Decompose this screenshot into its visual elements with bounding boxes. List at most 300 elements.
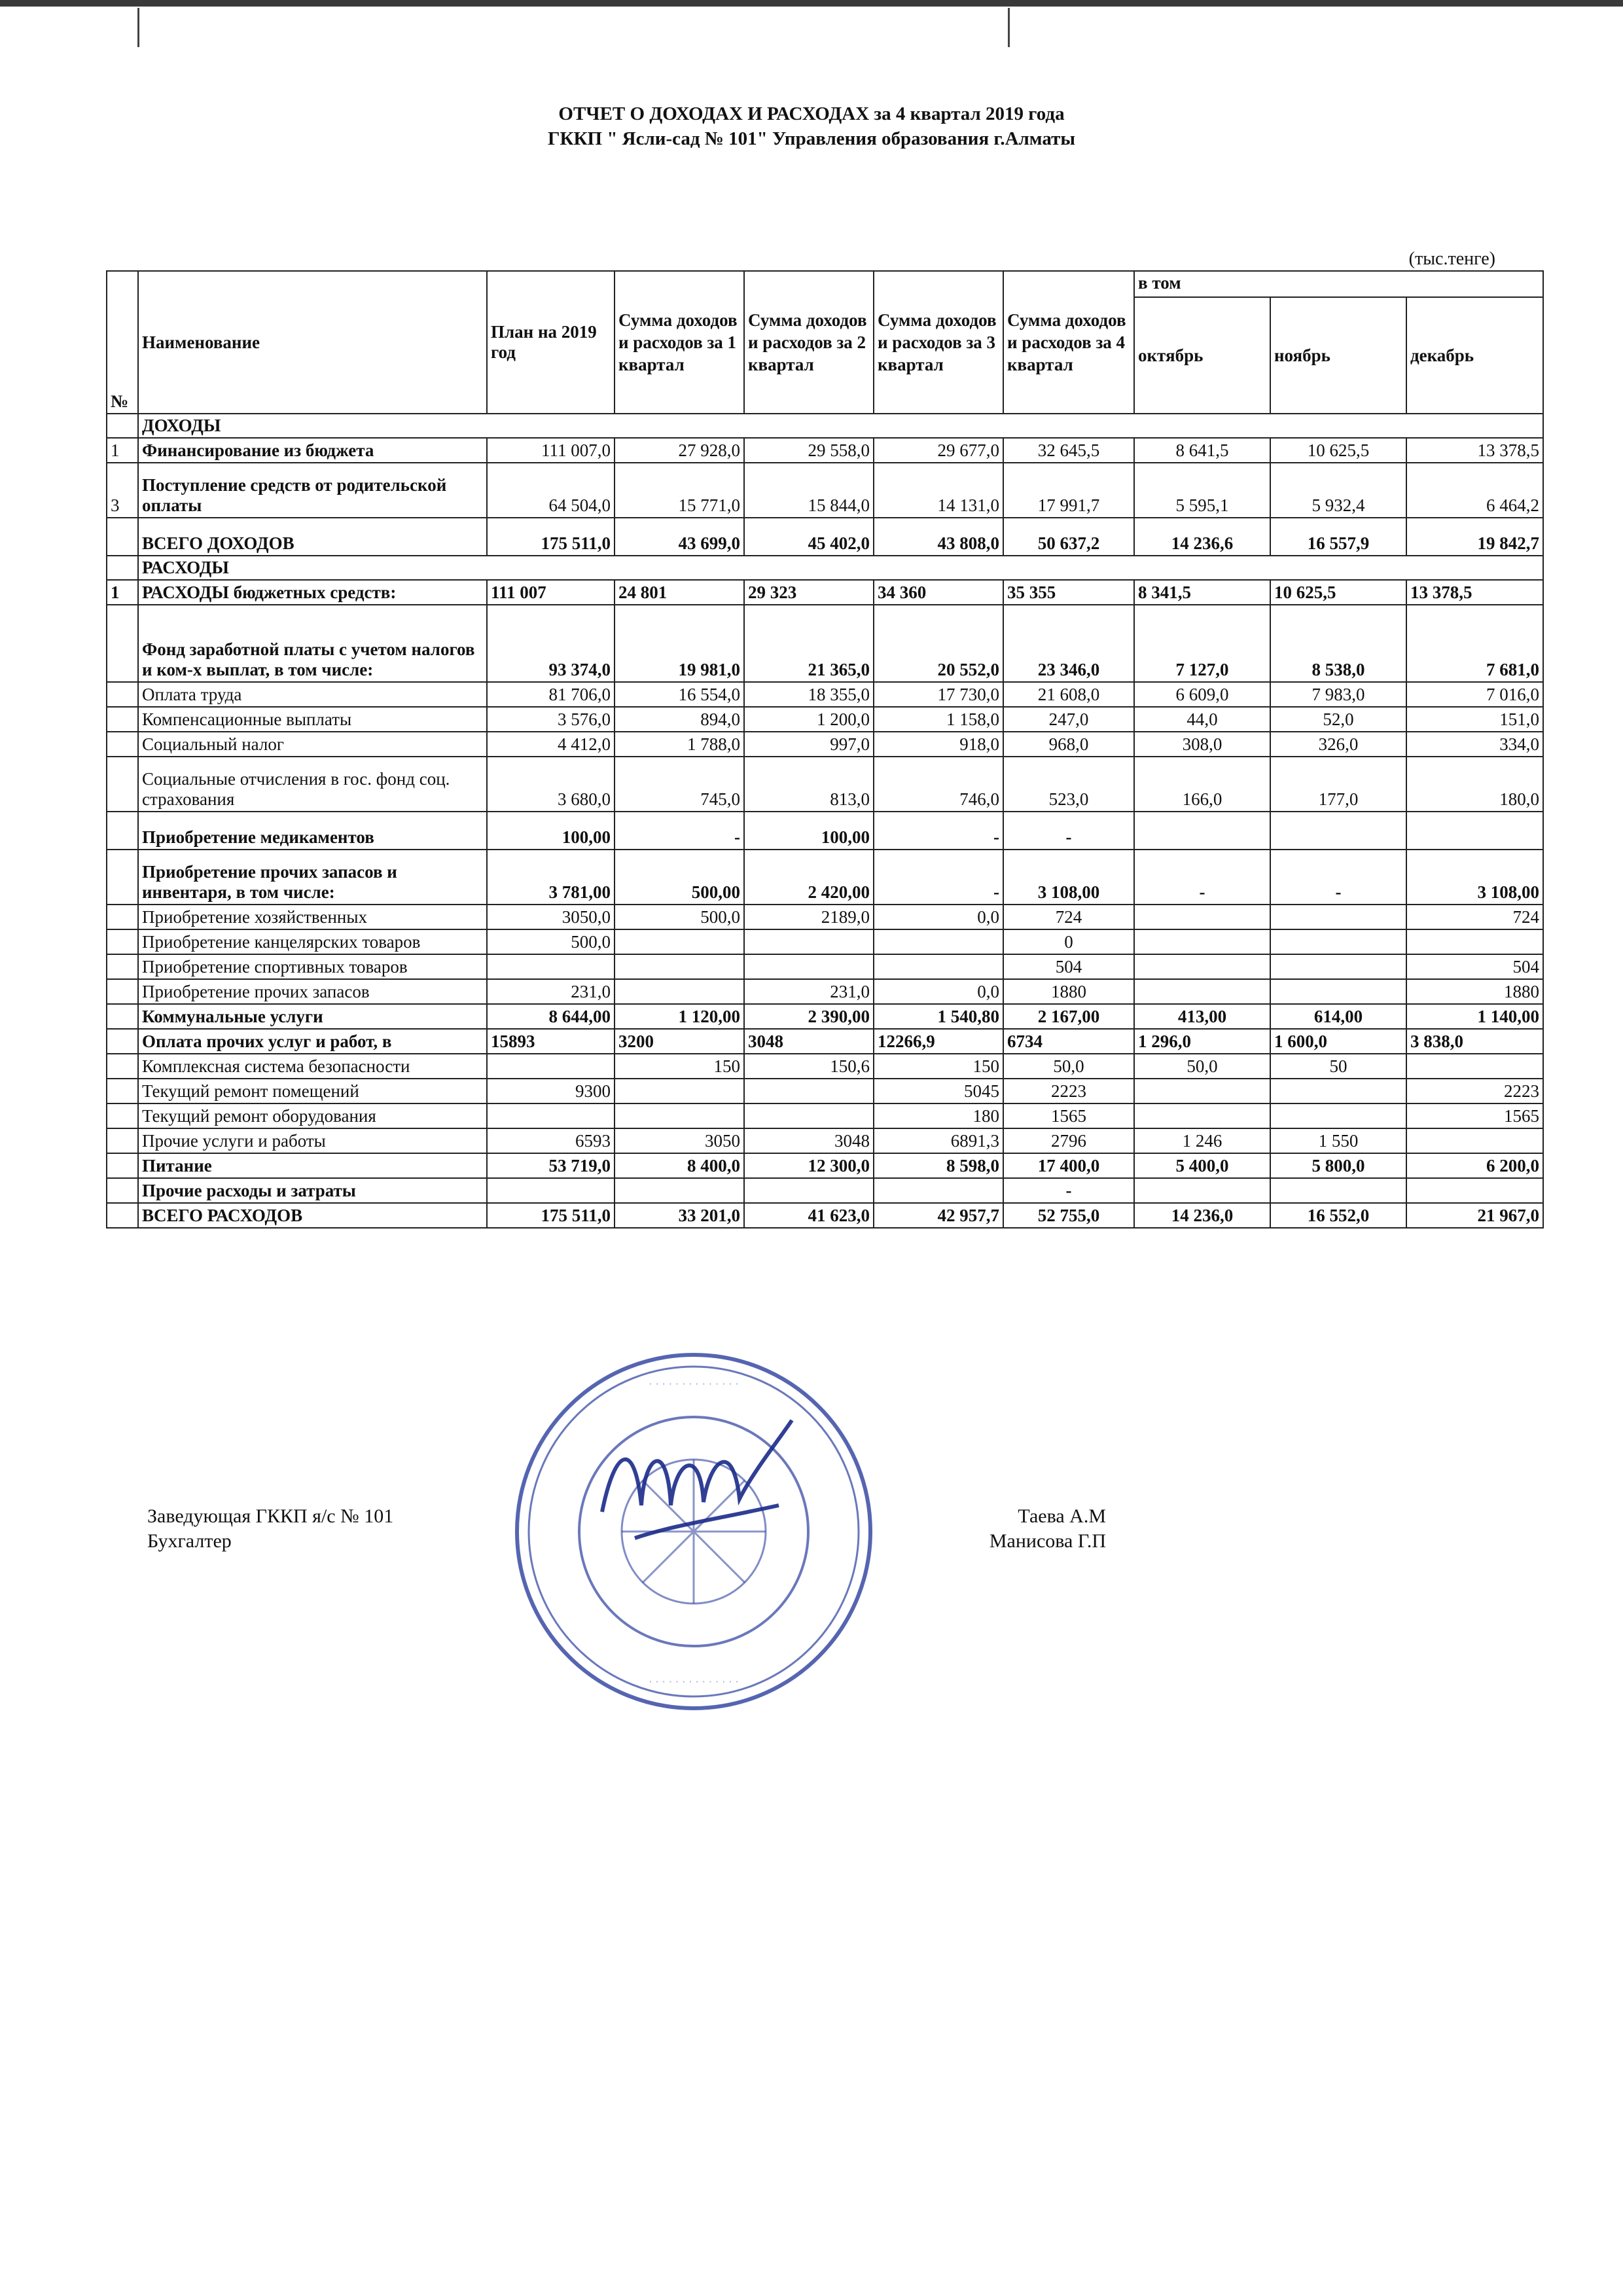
- cell-plan: 175 511,0: [487, 518, 615, 556]
- cell-q3: 150: [874, 1054, 1003, 1079]
- row-num: [107, 556, 138, 580]
- cell-nov: 52,0: [1270, 707, 1406, 732]
- cell-q1: 1 120,00: [615, 1004, 744, 1029]
- row-name: Прочие услуги и работы: [138, 1128, 487, 1153]
- table-row: [107, 757, 1543, 812]
- cell-nov: 326,0: [1270, 732, 1406, 757]
- cell-plan: [487, 1178, 615, 1203]
- table-row: [107, 1178, 1543, 1203]
- cell-oct: -: [1134, 850, 1270, 905]
- cell-nov: -: [1270, 850, 1406, 905]
- cell-plan: [487, 1103, 615, 1128]
- cell-oct: [1134, 954, 1270, 979]
- cell-dec: [1406, 1054, 1543, 1079]
- table-row: [107, 812, 1543, 850]
- cell-nov: [1270, 929, 1406, 954]
- cell-oct: [1134, 979, 1270, 1004]
- cell-nov: 16 557,9: [1270, 518, 1406, 556]
- cell-q2: [744, 929, 874, 954]
- official-stamp: [504, 1342, 883, 1721]
- row-num: [107, 1128, 138, 1153]
- cell-oct: [1134, 1178, 1270, 1203]
- cell-dec: 1880: [1406, 979, 1543, 1004]
- row-num: [107, 1079, 138, 1103]
- table-row: [107, 1203, 1543, 1228]
- cell-q1: -: [615, 812, 744, 850]
- cell-nov: [1270, 1103, 1406, 1128]
- row-num: [107, 850, 138, 905]
- cell-q1: [615, 954, 744, 979]
- cell-plan: 175 511,0: [487, 1203, 615, 1228]
- cell-q1: 745,0: [615, 757, 744, 812]
- cell-dec: 2223: [1406, 1079, 1543, 1103]
- cell-nov: 7 983,0: [1270, 682, 1406, 707]
- table-row: [107, 1128, 1543, 1153]
- cell-q3: 17 730,0: [874, 682, 1003, 707]
- cell-nov: 177,0: [1270, 757, 1406, 812]
- cell-oct: 6 609,0: [1134, 682, 1270, 707]
- cell-plan: 231,0: [487, 979, 615, 1004]
- cell-nov: 10 625,5: [1270, 438, 1406, 463]
- cell-plan: 9300: [487, 1079, 615, 1103]
- row-num: [107, 979, 138, 1004]
- cell-dec: 504: [1406, 954, 1543, 979]
- cell-q2: 45 402,0: [744, 518, 874, 556]
- cell-dec: 3 108,00: [1406, 850, 1543, 905]
- cell-q2: 231,0: [744, 979, 874, 1004]
- cell-q4: 50,0: [1003, 1054, 1134, 1079]
- table-row: [107, 518, 1543, 556]
- cell-plan: 15893: [487, 1029, 615, 1054]
- cell-oct: [1134, 905, 1270, 929]
- cell-dec: [1406, 1128, 1543, 1153]
- cell-q4: 0: [1003, 929, 1134, 954]
- row-num: [107, 757, 138, 812]
- cell-q4: 2223: [1003, 1079, 1134, 1103]
- cell-q1: 33 201,0: [615, 1203, 744, 1228]
- cell-q4: 52 755,0: [1003, 1203, 1134, 1228]
- cell-dec: 334,0: [1406, 732, 1543, 757]
- cell-plan: 64 504,0: [487, 463, 615, 518]
- cell-oct: 1 296,0: [1134, 1029, 1270, 1054]
- header-q1: Сумма доходов и расходов за 1 квартал: [615, 271, 744, 414]
- cell-plan: 81 706,0: [487, 682, 615, 707]
- row-num: [107, 812, 138, 850]
- cell-dec: 6 200,0: [1406, 1153, 1543, 1178]
- table-row: [107, 979, 1543, 1004]
- row-num: [107, 518, 138, 556]
- cell-q1: [615, 1178, 744, 1203]
- director-label: Заведующая ГККП я/с № 101: [147, 1505, 394, 1527]
- table-row: [107, 438, 1543, 463]
- row-name: Приобретение спортивных товаров: [138, 954, 487, 979]
- cell-q4: 32 645,5: [1003, 438, 1134, 463]
- cell-plan: [487, 954, 615, 979]
- cell-q1: 19 981,0: [615, 605, 744, 682]
- row-num: [107, 707, 138, 732]
- cell-q2: 1 200,0: [744, 707, 874, 732]
- header-plan: План на 2019 год: [487, 271, 615, 414]
- cell-oct: [1134, 929, 1270, 954]
- signature-block-left: [147, 1504, 393, 1554]
- row-name: Приобретение прочих запасов и инвентаря, в том числе:: [138, 850, 487, 905]
- cell-q3: [874, 1178, 1003, 1203]
- cell-q3: 746,0: [874, 757, 1003, 812]
- row-num: 1: [107, 438, 138, 463]
- header-q3: Сумма доходов и расходов за 3 квартал: [874, 271, 1003, 414]
- section-title: РАСХОДЫ: [138, 556, 1543, 580]
- svg-text:· · · · · · · · · · · · · ·: · · · · · · · · · · · · · ·: [649, 1676, 739, 1688]
- cell-q1: 16 554,0: [615, 682, 744, 707]
- cell-oct: 166,0: [1134, 757, 1270, 812]
- cell-plan: 8 644,00: [487, 1004, 615, 1029]
- row-num: [107, 1004, 138, 1029]
- cell-q4: 523,0: [1003, 757, 1134, 812]
- cell-oct: 8 641,5: [1134, 438, 1270, 463]
- table-row: [107, 580, 1543, 605]
- cell-q1: 3050: [615, 1128, 744, 1153]
- cell-q1: 894,0: [615, 707, 744, 732]
- row-name: Питание: [138, 1153, 487, 1178]
- row-name: Компенсационные выплаты: [138, 707, 487, 732]
- cell-q2: [744, 954, 874, 979]
- cell-q2: 2 390,00: [744, 1004, 874, 1029]
- units-label: (тыс.тенге): [1408, 249, 1495, 269]
- row-num: [107, 905, 138, 929]
- cell-q1: 8 400,0: [615, 1153, 744, 1178]
- cell-oct: [1134, 1103, 1270, 1128]
- row-num: [107, 605, 138, 682]
- row-name: Оплата труда: [138, 682, 487, 707]
- cell-q3: 0,0: [874, 979, 1003, 1004]
- cell-dec: [1406, 812, 1543, 850]
- report-rows: [107, 414, 1543, 1228]
- director-name: Таева А.М: [1018, 1505, 1106, 1527]
- cell-q1: [615, 1103, 744, 1128]
- cell-q3: 6891,3: [874, 1128, 1003, 1153]
- cell-q3: 29 677,0: [874, 438, 1003, 463]
- cell-oct: 5 400,0: [1134, 1153, 1270, 1178]
- cell-oct: 413,00: [1134, 1004, 1270, 1029]
- cell-nov: 50: [1270, 1054, 1406, 1079]
- cell-nov: [1270, 1079, 1406, 1103]
- cell-dec: 1565: [1406, 1103, 1543, 1128]
- cell-q3: 42 957,7: [874, 1203, 1003, 1228]
- cell-q2: 3048: [744, 1128, 874, 1153]
- cell-dec: 7 681,0: [1406, 605, 1543, 682]
- title-line-1: ОТЧЕТ О ДОХОДАХ И РАСХОДАХ за 4 квартал 2019 года: [558, 103, 1065, 124]
- section-row: [107, 414, 1543, 438]
- row-name: РАСХОДЫ бюджетных средств:: [138, 580, 487, 605]
- cell-q3: 180: [874, 1103, 1003, 1128]
- cell-q4: 3 108,00: [1003, 850, 1134, 905]
- table-row: [107, 605, 1543, 682]
- row-name: Текущий ремонт оборудования: [138, 1103, 487, 1128]
- cell-q2: 997,0: [744, 732, 874, 757]
- cell-dec: 180,0: [1406, 757, 1543, 812]
- cell-q2: 15 844,0: [744, 463, 874, 518]
- cell-q2: 12 300,0: [744, 1153, 874, 1178]
- section-row: [107, 556, 1543, 580]
- cell-q1: [615, 1079, 744, 1103]
- cell-nov: 10 625,5: [1270, 580, 1406, 605]
- table-row: [107, 954, 1543, 979]
- cell-dec: 3 838,0: [1406, 1029, 1543, 1054]
- cell-q3: -: [874, 812, 1003, 850]
- cell-q4: 724: [1003, 905, 1134, 929]
- row-name: Приобретение медикаментов: [138, 812, 487, 850]
- accountant-name: Манисова Г.П: [989, 1530, 1106, 1552]
- row-num: [107, 1153, 138, 1178]
- cell-q4: 2 167,00: [1003, 1004, 1134, 1029]
- header-nov: ноябрь: [1270, 297, 1406, 414]
- row-name: Финансирование из бюджета: [138, 438, 487, 463]
- cell-plan: 111 007,0: [487, 438, 615, 463]
- cell-q4: -: [1003, 812, 1134, 850]
- cell-oct: 50,0: [1134, 1054, 1270, 1079]
- cell-q2: [744, 1178, 874, 1203]
- header-q2: Сумма доходов и расходов за 2 квартал: [744, 271, 874, 414]
- cell-nov: 5 932,4: [1270, 463, 1406, 518]
- cell-plan: 4 412,0: [487, 732, 615, 757]
- cell-plan: 3 680,0: [487, 757, 615, 812]
- scan-edge-mark: [1008, 8, 1010, 47]
- cell-q4: 17 400,0: [1003, 1153, 1134, 1178]
- row-name: Приобретение хозяйственных: [138, 905, 487, 929]
- row-num: 3: [107, 463, 138, 518]
- cell-nov: [1270, 905, 1406, 929]
- row-num: [107, 414, 138, 438]
- cell-q1: 500,0: [615, 905, 744, 929]
- cell-q3: 918,0: [874, 732, 1003, 757]
- cell-q3: 8 598,0: [874, 1153, 1003, 1178]
- header-dec: декабрь: [1406, 297, 1543, 414]
- table-row: [107, 732, 1543, 757]
- cell-q3: 12266,9: [874, 1029, 1003, 1054]
- table-row: [107, 1029, 1543, 1054]
- table-row: [107, 463, 1543, 518]
- cell-q2: 29 558,0: [744, 438, 874, 463]
- cell-dec: 1 140,00: [1406, 1004, 1543, 1029]
- cell-plan: [487, 1054, 615, 1079]
- header-in-that: в том: [1134, 271, 1543, 297]
- cell-q1: 27 928,0: [615, 438, 744, 463]
- cell-oct: 14 236,6: [1134, 518, 1270, 556]
- cell-q4: 23 346,0: [1003, 605, 1134, 682]
- row-num: [107, 1029, 138, 1054]
- cell-plan: 3 781,00: [487, 850, 615, 905]
- cell-oct: 308,0: [1134, 732, 1270, 757]
- row-num: [107, 1054, 138, 1079]
- row-name: Оплата прочих услуг и работ, в: [138, 1029, 487, 1054]
- cell-nov: 5 800,0: [1270, 1153, 1406, 1178]
- table-row: [107, 905, 1543, 929]
- cell-q1: 150: [615, 1054, 744, 1079]
- cell-q2: [744, 1103, 874, 1128]
- header-oct: октябрь: [1134, 297, 1270, 414]
- cell-q3: [874, 954, 1003, 979]
- cell-dec: [1406, 929, 1543, 954]
- table-row: [107, 682, 1543, 707]
- table-row: [107, 1079, 1543, 1103]
- cell-q4: 2796: [1003, 1128, 1134, 1153]
- cell-q1: 15 771,0: [615, 463, 744, 518]
- cell-nov: [1270, 979, 1406, 1004]
- cell-q2: 3048: [744, 1029, 874, 1054]
- cell-q2: 100,00: [744, 812, 874, 850]
- table-row: [107, 1054, 1543, 1079]
- header-num: №: [107, 271, 138, 414]
- cell-dec: 724: [1406, 905, 1543, 929]
- row-name: Коммунальные услуги: [138, 1004, 487, 1029]
- cell-q2: 2189,0: [744, 905, 874, 929]
- cell-nov: 1 600,0: [1270, 1029, 1406, 1054]
- cell-dec: 6 464,2: [1406, 463, 1543, 518]
- cell-nov: 8 538,0: [1270, 605, 1406, 682]
- cell-nov: 614,00: [1270, 1004, 1406, 1029]
- table-row: [107, 850, 1543, 905]
- cell-q2: 18 355,0: [744, 682, 874, 707]
- scan-edge-mark: [137, 8, 139, 47]
- row-name: Социальные отчисления в гос. фонд соц. страхования: [138, 757, 487, 812]
- row-num: [107, 1203, 138, 1228]
- table-row: [107, 1004, 1543, 1029]
- row-name: Социальный налог: [138, 732, 487, 757]
- cell-plan: 93 374,0: [487, 605, 615, 682]
- row-name: Текущий ремонт помещений: [138, 1079, 487, 1103]
- cell-oct: 5 595,1: [1134, 463, 1270, 518]
- cell-dec: 19 842,7: [1406, 518, 1543, 556]
- table-row: [107, 1153, 1543, 1178]
- cell-q2: 813,0: [744, 757, 874, 812]
- cell-q1: 3200: [615, 1029, 744, 1054]
- row-name: Приобретение прочих запасов: [138, 979, 487, 1004]
- row-num: 1: [107, 580, 138, 605]
- svg-text:· · · · · · · · · · · · · ·: · · · · · · · · · · · · · ·: [649, 1378, 739, 1390]
- cell-plan: 111 007: [487, 580, 615, 605]
- scan-top-edge: [0, 0, 1623, 72]
- cell-q3: [874, 929, 1003, 954]
- cell-q3: 1 158,0: [874, 707, 1003, 732]
- cell-dec: 151,0: [1406, 707, 1543, 732]
- cell-q4: 6734: [1003, 1029, 1134, 1054]
- row-num: [107, 954, 138, 979]
- cell-q3: 5045: [874, 1079, 1003, 1103]
- cell-q4: 504: [1003, 954, 1134, 979]
- cell-q4: 50 637,2: [1003, 518, 1134, 556]
- report-title: [0, 101, 1623, 151]
- cell-q2: 21 365,0: [744, 605, 874, 682]
- cell-q2: 29 323: [744, 580, 874, 605]
- cell-q3: 1 540,80: [874, 1004, 1003, 1029]
- row-num: [107, 929, 138, 954]
- cell-plan: 53 719,0: [487, 1153, 615, 1178]
- cell-nov: [1270, 812, 1406, 850]
- cell-nov: 16 552,0: [1270, 1203, 1406, 1228]
- row-num: [107, 1178, 138, 1203]
- cell-q3: -: [874, 850, 1003, 905]
- row-name: Комплексная система безопасности: [138, 1054, 487, 1079]
- signature-block-right: [982, 1504, 1106, 1554]
- header-q4: Сумма доходов и расходов за 4 квартал: [1003, 271, 1134, 414]
- cell-q2: 2 420,00: [744, 850, 874, 905]
- cell-q1: [615, 929, 744, 954]
- cell-nov: [1270, 1178, 1406, 1203]
- cell-q1: [615, 979, 744, 1004]
- cell-q1: 43 699,0: [615, 518, 744, 556]
- row-name: Приобретение канцелярских товаров: [138, 929, 487, 954]
- cell-plan: 500,0: [487, 929, 615, 954]
- cell-dec: 13 378,5: [1406, 580, 1543, 605]
- table-row: [107, 707, 1543, 732]
- row-name: ВСЕГО РАСХОДОВ: [138, 1203, 487, 1228]
- cell-q2: 150,6: [744, 1054, 874, 1079]
- cell-q1: 500,00: [615, 850, 744, 905]
- cell-q2: 41 623,0: [744, 1203, 874, 1228]
- cell-plan: 100,00: [487, 812, 615, 850]
- row-name: Прочие расходы и затраты: [138, 1178, 487, 1203]
- cell-oct: 8 341,5: [1134, 580, 1270, 605]
- cell-plan: 6593: [487, 1128, 615, 1153]
- cell-q3: 0,0: [874, 905, 1003, 929]
- cell-q3: 34 360: [874, 580, 1003, 605]
- row-name: ВСЕГО ДОХОДОВ: [138, 518, 487, 556]
- cell-oct: 7 127,0: [1134, 605, 1270, 682]
- cell-q3: 20 552,0: [874, 605, 1003, 682]
- cell-nov: 1 550: [1270, 1128, 1406, 1153]
- cell-q2: [744, 1079, 874, 1103]
- table-row: [107, 1103, 1543, 1128]
- cell-nov: [1270, 954, 1406, 979]
- cell-dec: 21 967,0: [1406, 1203, 1543, 1228]
- section-title: ДОХОДЫ: [138, 414, 1543, 438]
- row-num: [107, 1103, 138, 1128]
- cell-oct: 14 236,0: [1134, 1203, 1270, 1228]
- cell-q4: -: [1003, 1178, 1134, 1203]
- cell-q3: 43 808,0: [874, 518, 1003, 556]
- cell-dec: 7 016,0: [1406, 682, 1543, 707]
- cell-q4: 35 355: [1003, 580, 1134, 605]
- cell-plan: 3050,0: [487, 905, 615, 929]
- table-row: [107, 929, 1543, 954]
- cell-oct: 1 246: [1134, 1128, 1270, 1153]
- cell-q1: 1 788,0: [615, 732, 744, 757]
- cell-q4: 247,0: [1003, 707, 1134, 732]
- cell-q4: 1880: [1003, 979, 1134, 1004]
- title-line-2: ГККП " Ясли-сад № 101" Управления образования г.Алматы: [548, 128, 1075, 149]
- cell-plan: 3 576,0: [487, 707, 615, 732]
- row-num: [107, 682, 138, 707]
- cell-dec: [1406, 1178, 1543, 1203]
- cell-q3: 14 131,0: [874, 463, 1003, 518]
- cell-q1: 24 801: [615, 580, 744, 605]
- cell-q4: 21 608,0: [1003, 682, 1134, 707]
- cell-q4: 17 991,7: [1003, 463, 1134, 518]
- cell-oct: [1134, 1079, 1270, 1103]
- signature-mark: [602, 1420, 792, 1538]
- header-name: Наименование: [138, 271, 487, 414]
- cell-q4: 968,0: [1003, 732, 1134, 757]
- cell-oct: 44,0: [1134, 707, 1270, 732]
- row-num: [107, 732, 138, 757]
- cell-oct: [1134, 812, 1270, 850]
- cell-q4: 1565: [1003, 1103, 1134, 1128]
- row-name: Фонд заработной платы с учетом налогов и ком-х выплат, в том числе:: [138, 605, 487, 682]
- cell-dec: 13 378,5: [1406, 438, 1543, 463]
- row-name: Поступление средств от родительской оплаты: [138, 463, 487, 518]
- report-table: [106, 270, 1544, 1229]
- accountant-label: Бухгалтер: [147, 1530, 232, 1552]
